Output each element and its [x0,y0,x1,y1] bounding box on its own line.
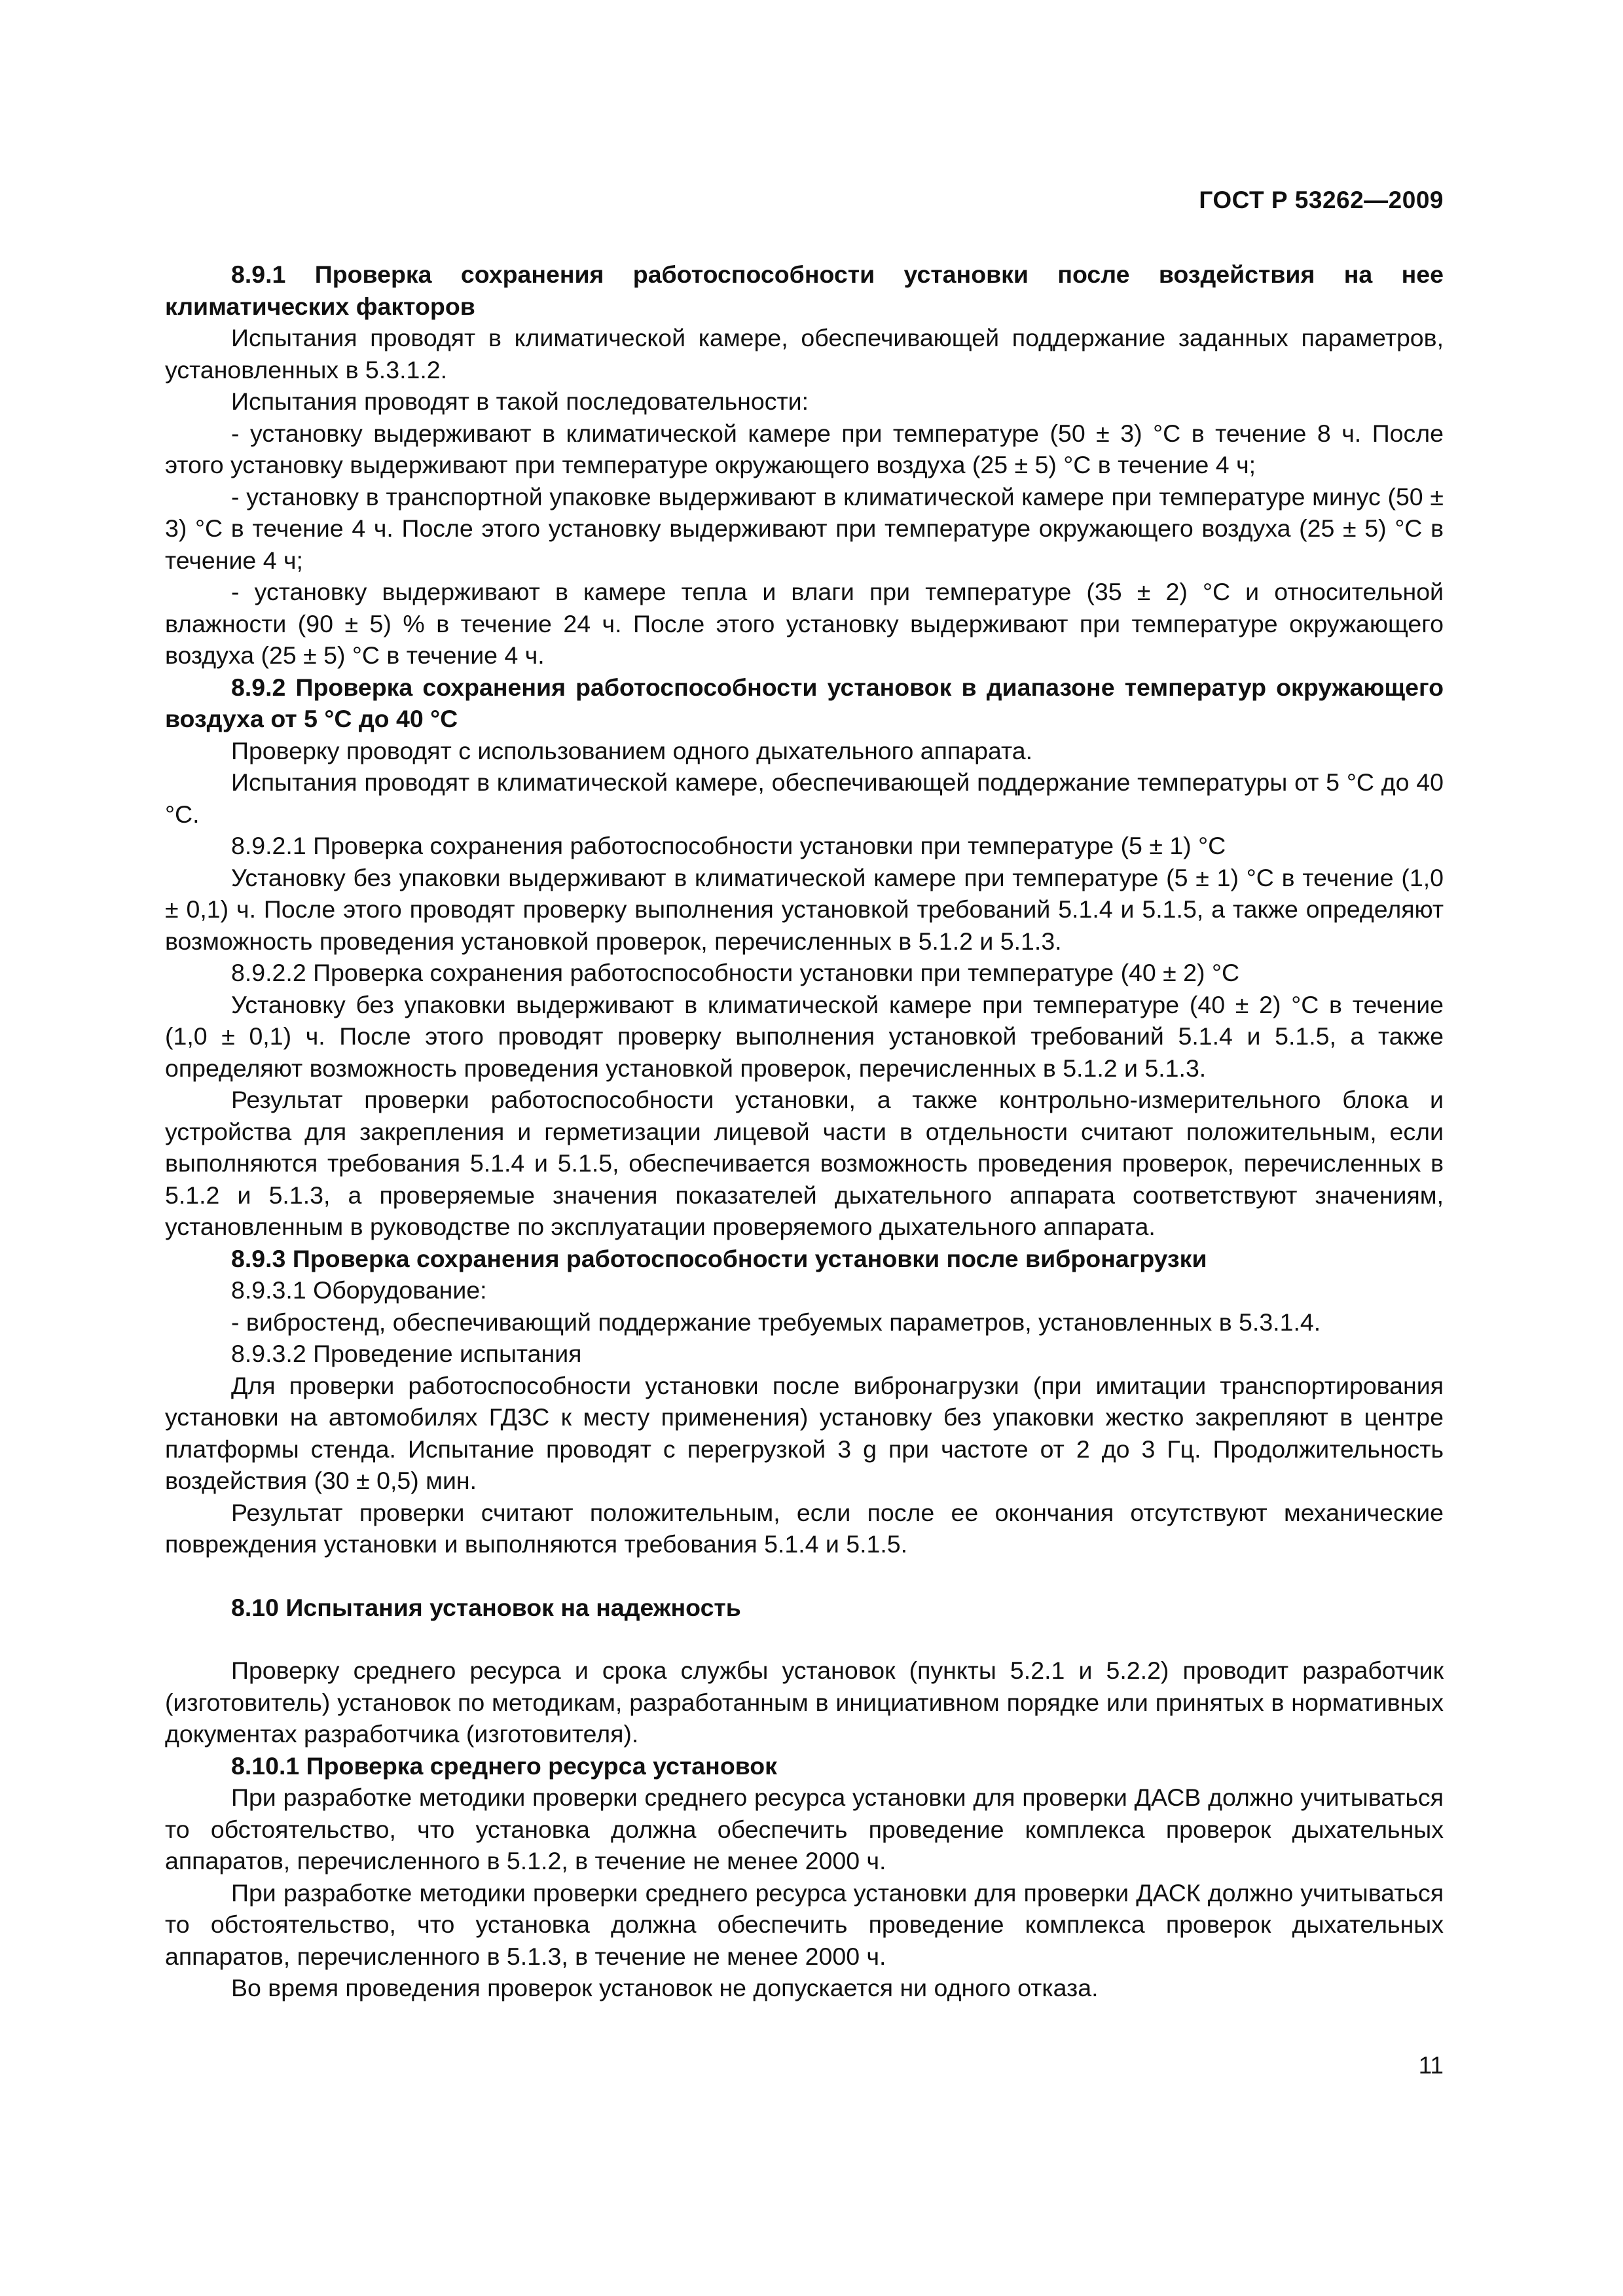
body-paragraph: Испытания проводят в климатической камере, обеспечивающей поддержание температуры от 5 °С до 40 °С. [165,768,1444,828]
section-heading: 8.10 Испытания установок на надежность [231,1593,741,1621]
section-heading: 8.10.1 Проверка среднего ресурса установок [231,1751,777,1780]
body-paragraph: Установку без упаковки выдерживают в климатической камере при температуре (5 ± 1) °С в течение (1,0 ± 0,1) ч. После этого проводят проверку выполнения установкой требований 5.1.4 и 5.1.5, а также определяют возможность проведения установкой проверок, перечисленных в 5.1.2 и 5.1.3. [165,863,1444,955]
section-heading: 8.9.2 Проверка сохранения работоспособности установок в диапазоне температур окружающего воздуха от 5 °С до 40 °С [165,673,1444,732]
body-paragraph: При разработке методики проверки среднего ресурса установки для проверки ДАСВ должно учитываться то обстоятельство, что установка должна обеспечить проведение комплекса проверок дыхательных аппаратов, перечисленного в 5.1.2, в течение не менее 2000 ч. [165,1784,1444,1874]
document-body [165,259,1444,2004]
subsection-heading: 8.9.2.2 Проверка сохранения работоспособности установки при температуре (40 ± 2) °С [231,959,1240,986]
body-paragraph: Установку без упаковки выдерживают в климатической камере при температуре (40 ± 2) °С в течение (1,0 ± 0,1) ч. После этого проводят проверку выполнения установкой требований 5.1.4 и 5.1.5, а также определяют возможность проведения установкой проверок, перечисленных в 5.1.2 и 5.1.3. [165,990,1444,1082]
page-number: 11 [1418,2052,1444,2079]
body-paragraph: Для проверки работоспособности установки после вибронагрузки (при имитации транспортирования установки на автомобилях ГДЗС к месту применения) установку без упаковки жестко закрепляют в центре платформы стенда. Испытание проводят с перегрузкой 3 g при частоте от 2 до 3 Гц. Продолжительность воздействия (30 ± 0,5) мин. [165,1371,1444,1494]
body-paragraph: Во время проведения проверок установок не допускается ни одного отказа. [231,1974,1099,2001]
subsection-heading: 8.9.2.1 Проверка сохранения работоспособности установки при температуре (5 ± 1) °С [231,832,1226,859]
body-paragraph: Результат проверки считают положительным, если после ее окончания отсутствуют механические повреждения установки и выполняются требования 5.1.4 и 5.1.5. [165,1498,1444,1558]
body-paragraph: Испытания проводят в такой последовательности: [231,387,809,415]
subsection-heading: 8.9.3.1 Оборудование: [231,1276,487,1304]
body-paragraph: Испытания проводят в климатической камере, обеспечивающей поддержание заданных параметров, установленных в 5.3.1.2. [165,324,1444,384]
body-paragraph: Проверку проводят с использованием одного дыхательного аппарата. [231,736,1033,764]
list-item: - установку в транспортной упаковке выдерживают в климатической камере при температуре минус (50 ± 3) °С в течение 4 ч. После этого установку выдерживают при температуре окружающего воздуха (25 ± 5) °С в течение 4 ч; [165,482,1444,574]
section-heading: 8.9.1 Проверка сохранения работоспособности установки после воздействия на нее климатических факторов [165,260,1444,320]
list-item: - установку выдерживают в климатической камере при температуре (50 ± 3) °С в течение 8 ч. После этого установку выдерживают при температуре окружающего воздуха (25 ± 5) °С в течение 4 ч; [165,419,1444,478]
section-heading: 8.9.3 Проверка сохранения работоспособности установки после вибронагрузки [231,1244,1207,1272]
subsection-heading: 8.9.3.2 Проведение испытания [231,1340,582,1367]
list-item: - вибростенд, обеспечивающий поддержание требуемых параметров, установленных в 5.3.1.4. [231,1308,1321,1336]
body-paragraph: Результат проверки работоспособности установки, а также контрольно-измерительного блока и устройства для закрепления и герметизации лицевой части в отдельности считают положительным, если выполняются требования 5.1.4 и 5.1.5, обеспечивается возможность проведения проверок, перечисленных в 5.1.2 и 5.1.3, а проверяемые значения показателей дыхательного аппарата соответствуют значениям, установленным в руководстве по эксплуатации проверяемого дыхательного аппарата. [165,1086,1444,1240]
list-item: - установку выдерживают в камере тепла и влаги при температуре (35 ± 2) °С и относительной влажности (90 ± 5) % в течение 24 ч. После этого установку выдерживают при температуре окружающего воздуха (25 ± 5) °С в течение 4 ч. [165,578,1444,669]
body-paragraph: Проверку среднего ресурса и срока службы установок (пункты 5.2.1 и 5.2.2) проводит разработчик (изготовитель) установок по методикам, разработанным в инициативном порядке или принятых в нормативных документах разработчика (изготовителя). [165,1657,1444,1748]
document-code: ГОСТ Р 53262—2009 [1199,187,1444,213]
body-paragraph: При разработке методики проверки среднего ресурса установки для проверки ДАСК должно учитываться то обстоятельство, что установка должна обеспечить проведение комплекса проверок дыхательных аппаратов, перечисленного в 5.1.3, в течение не менее 2000 ч. [165,1878,1444,1970]
